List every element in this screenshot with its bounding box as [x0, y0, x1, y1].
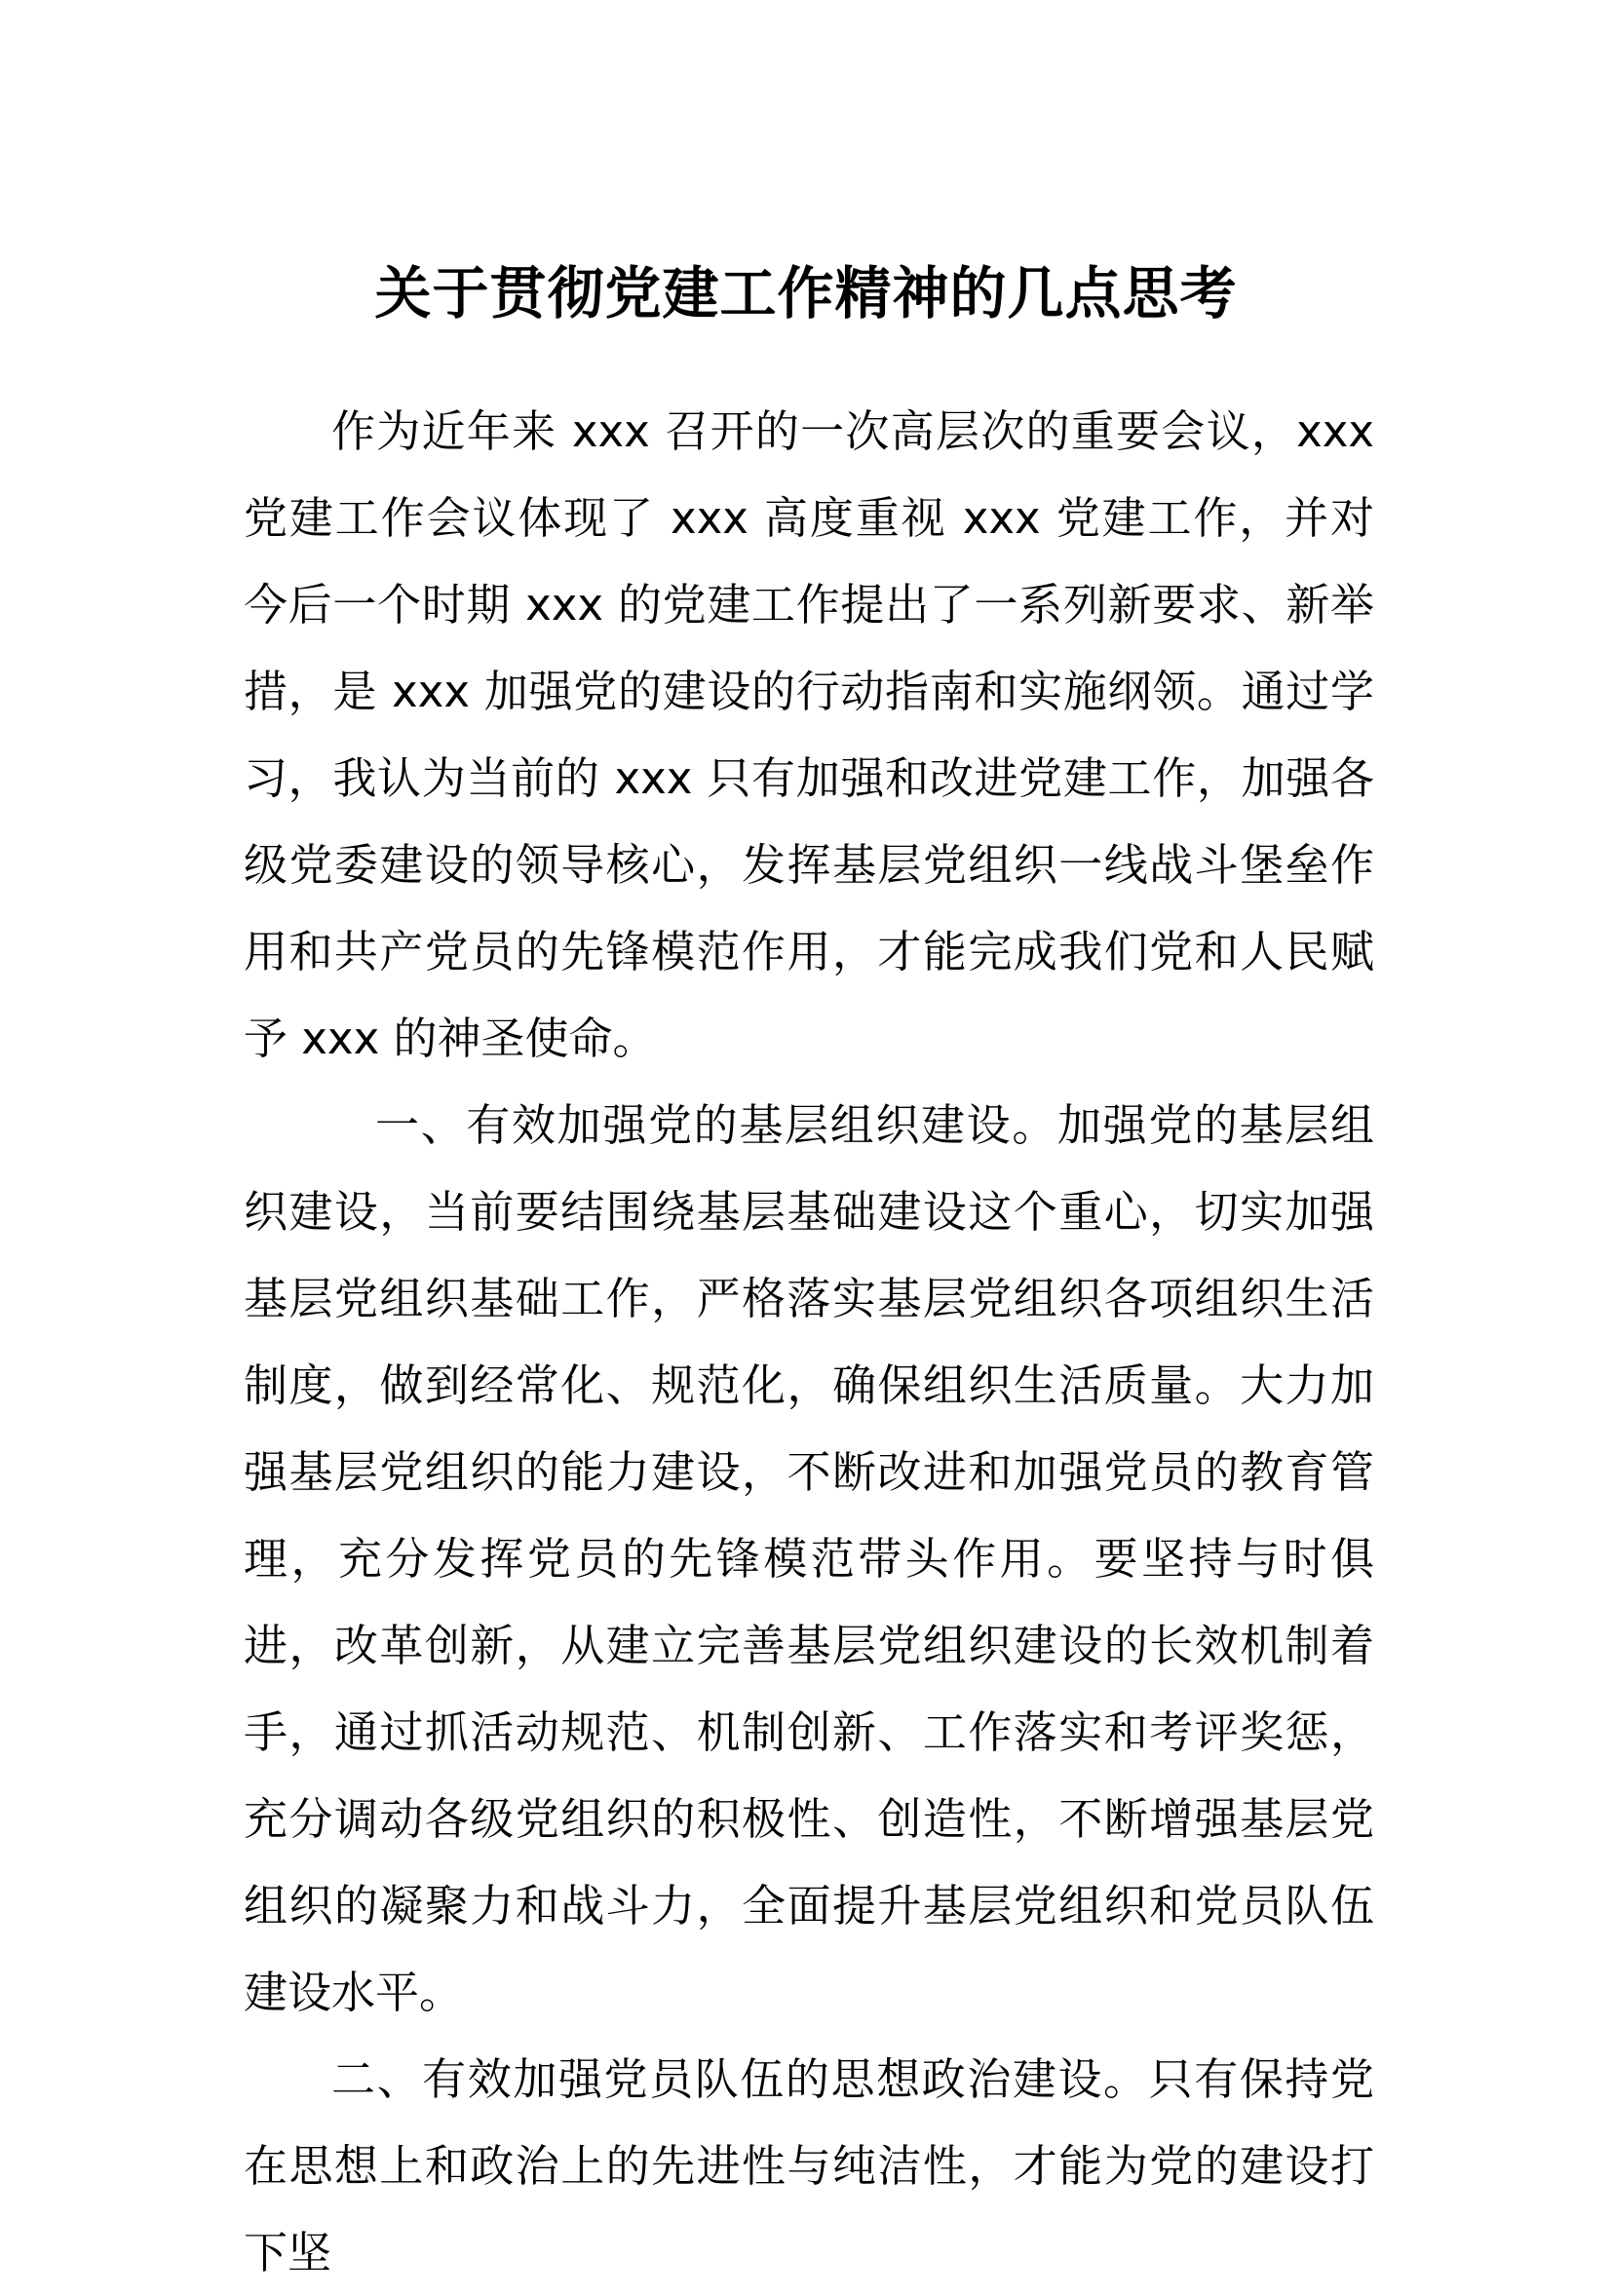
document-title: 关于贯彻党建工作精神的几点思考 [374, 259, 1238, 326]
paragraph-section-2: 二、有效加强党员队伍的思想政治建设。只有保持党在思想上和政治上的先进性与纯洁性，才能为党的建设打下坚 [244, 2053, 1374, 2278]
paragraph-intro: 作为近年来 xxx 召开的一次高层次的重要会议，xxx 党建工作会议体现了 xxx 高度重视 xxx 党建工作，并对今后一个时期 xxx 的党建工作提出了一系列新要求、新举措，是 xxx 加强党的建设的行动指南和实施纲领。通过学习，我认为当前的 xxx 只有加强和改进党建工作，加强各级党委建设的领导核心，发挥基层党组织一线战斗堡垒作用和共产党员的先锋模范作用，才能完成我们党和人民赋予 xxx 的神圣使命。 [244, 405, 1374, 1064]
paragraph-section-1: 一、有效加强党的基层组织建设。加强党的基层组织建设，当前要结围绕基层基础建设这个重心，切实加强基层党组织基础工作，严格落实基层党组织各项组织生活制度，做到经常化、规范化，确保组织生活质量。大力加强基层党组织的能力建设，不断改进和加强党员的教育管理，充分发挥党员的先锋模范带头作用。要坚持与时俱进，改革创新，从建立完善基层党组织建设的长效机制着手，通过抓活动规范、机制创新、工作落实和考评奖惩，充分调动各级党组织的积极性、创造性，不断增强基层党组织的凝聚力和战斗力，全面提升基层党组织和党员队伍建设水平。 [244, 1099, 1374, 2018]
document-body [244, 388, 1374, 2296]
